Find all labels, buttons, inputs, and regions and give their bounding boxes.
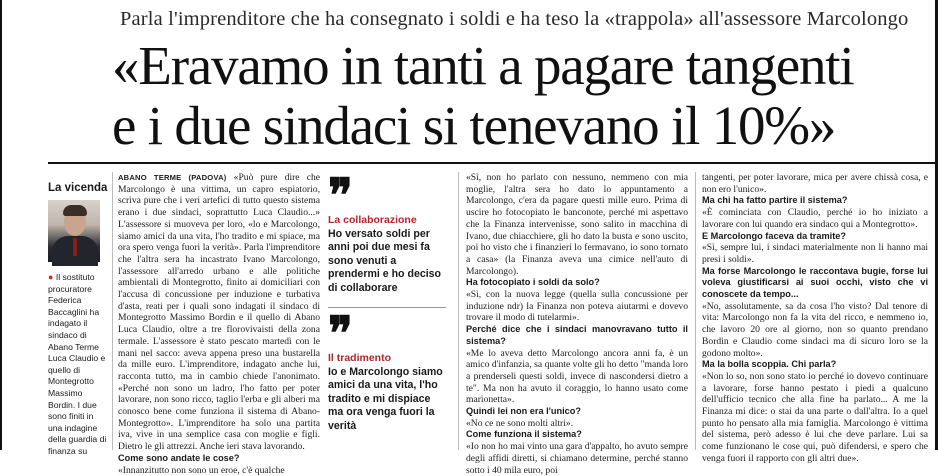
pull-quotes bbox=[328, 172, 446, 450]
headline bbox=[112, 36, 932, 156]
sidebar-title: La vicenda bbox=[48, 182, 108, 194]
column-separator bbox=[112, 172, 113, 450]
pull-quote-title: Il tradimento bbox=[328, 352, 392, 365]
article-column-3 bbox=[466, 172, 688, 476]
pull-quote-title: La collaborazione bbox=[328, 214, 417, 226]
quote-mark-icon: ❞ bbox=[328, 170, 353, 221]
sidebar-text bbox=[48, 272, 108, 458]
question: Ma la bolla scoppia. Chi parla? bbox=[702, 359, 837, 370]
headline-line-1: «Eravamo in tanti a pagare tangenti bbox=[112, 35, 854, 96]
article-column-1 bbox=[118, 172, 321, 476]
quote-mark-icon: ❞ bbox=[328, 308, 353, 360]
left-border bbox=[0, 0, 2, 450]
pull-quote-text: Io e Marcolongo siamo amici da una vita, l'ho tradito e mi dispiace ma ora venga fuori la verità bbox=[328, 366, 443, 432]
question: Ha fotocopiato i soldi da solo? bbox=[466, 277, 600, 288]
question: Ma chi ha fatto partire il sistema? bbox=[702, 195, 848, 206]
pull-quote-text: Ho versato soldi per anni poi due mesi fa sono venuti a prendermi e ho deciso di collaborare bbox=[328, 228, 442, 294]
bullet-icon: ● bbox=[48, 272, 54, 282]
question: Come sono andate le cose? bbox=[118, 452, 240, 463]
headline-line-2: e i due sindaci si tenevano il 10%» bbox=[112, 95, 836, 156]
paragraph: «Io non ho mai vinto una gara d'appalto, ho avuto sempre degli affidi diretti, si chiamano determine, perché stanno sotto i 40 mila euro, poi bbox=[466, 441, 688, 476]
paragraph: «Sì, con la nuova legge (quella sulla concussione per induzione ndr) la Finanza non poteva aiutarmi e dovevo trovare il modo di tutelarmi». bbox=[466, 289, 688, 324]
paragraph: «Non lo so, non sono stato io perché io dovevo continuare a lavorare, forse hanno pestato i piedi a qualcuno dell'ufficio tecnico che alla fine ha parlato... A me la Finanza mi dice: o stai da una parte o dall'altra. Io a quel punto ho pensato alla mia famiglia. Marcolongo è vittima del sistema, però adesso è lui che deve parlare. Lui sa come funzionano le cose qui, può difendersi, e spero che venga fuori il rapporto con gli altri due». bbox=[702, 370, 928, 464]
paragraph: tangenti, per poter lavorare, mica per avere chissà cosa, e non ero l'unico». bbox=[702, 172, 928, 195]
paragraph: «No, assolutamente, sa da cosa l'ho visto? Dal tenore di vita: Marcolongo non fa la vita del ricco, e nemmeno io, che lavoro 20 ore al giorno, non so quanto prendano Bordin e Claudio come sindaci ma di sicuro loro se la godono molto». bbox=[702, 300, 928, 359]
column-separator bbox=[695, 172, 696, 450]
question: Come funziona il sistema? bbox=[466, 429, 582, 440]
paragraph bbox=[118, 172, 320, 453]
paragraph: «Sì, non ho parlato con nessuno, nemmeno con mia moglie, l'altra sera ho dato lo appuntamento a Marcolongo, c'era da pagare questi mille euro. Prima di uscire ho fotocopiato le banconote, perché mi aspettavo che la Finanza intervenisse, sono salito in macchina di Ivano, due chiacchiere, gli ho dato la busta e sono uscito, poi ho visto che i finanzieri lo fermavano, io sono tornato a casa» (la Finanza aveva una cimice nell'auto di Marcolongo). bbox=[466, 172, 688, 277]
dateline: ABANO TERME (PADOVA) bbox=[118, 173, 227, 182]
person-portrait-icon bbox=[48, 200, 100, 262]
paragraph-text: «Può pure dire che Marcolongo è una vittima, un capro espiatorio, scriva pure che i veri artefici di tutto questo sistema erano i due sindaci, soprattutto Luca Claudio...» L'assessore si muoveva per loro, «lo e Marcolongo, siamo amici da una vita, l'ho tradito e mi spiace, ma ora spero venga fuori la verità». Parla l'imprenditore che l'altra sera ha incastrato Ivano Marcolongo, l'assessore all'arredo urbano e alle politiche ambientali di Montegrotto, finito ai domiciliari con l'accusa di concussione per induzione e turbativa d'asta, reati per i quali sono indagati il sindaco di Montegrotto Massimo Bordin e il quello di Abano Luca Claudio, oltre a tre florovivaisti della zona termale. L'assessore è stato pescato martedì con le mani nel sacco: aveva appena preso una bustarella da mille euro. L'imprenditore, indagato anche lui, racconta tutto, ma in cambio chiede l'anonimato. «Perché non sono un ladro, l'ho fatto per poter lavorare, non sono ricco, taglio l'erba e gli alberi ma conosco bene come funziona il sistema di Abano-Montegrotto». L'imprenditore ha solo una partita iva, vive in una semplice casa con moglie e figli. Dietro le gli attrezzi. Anche ieri stava lavorando. bbox=[118, 172, 321, 453]
paragraph: «Sì, sempre lui, i sindaci materialmente non li hanno mai presi i soldi». bbox=[702, 242, 928, 265]
column-separator bbox=[458, 172, 459, 450]
question: Perché dice che i sindaci manovravano tutto il sistema? bbox=[466, 324, 688, 346]
paragraph: «Me lo aveva detto Marcolongo ancora anni fa, è un amico d'infanzia, sa quante volte gli ho detto "manda loro a prenderseli questi soldi, invece di nascondersi dietro a te". Ma non ha avuto il coraggio, lo hanno usato come marionetta». bbox=[466, 347, 688, 406]
header-rule bbox=[48, 162, 938, 164]
sidebar bbox=[48, 172, 108, 456]
paragraph: «È cominciata con Claudio, perché io ho iniziato a lavorare con lui quando era sindaco qui a Montegrotto». bbox=[702, 207, 928, 230]
question: Quindi lei non era l'unico? bbox=[466, 406, 581, 417]
article-column-4 bbox=[702, 172, 928, 464]
paragraph: «Innanzitutto non sono un eroe, c'è qualche bbox=[118, 464, 285, 476]
sidebar-body: Il sostituto procuratore Federica Baccaglini ha indagato il sindaco di Abano Terme Luca Claudio e quello di Montegrotto Massimo Bordin. I due sono finiti in una indagine della guardia di finanza su bbox=[48, 272, 107, 456]
kicker: Parla l'imprenditore che ha consegnato i soldi e ha teso la «trappola» all'assessore Marcolongo bbox=[120, 8, 909, 30]
question: E Marcolongo faceva da tramite? bbox=[702, 230, 846, 241]
question: Ma forse Marcolongo le raccontava bugie, forse lui voleva giustificarsi ai suoi occhi, visto che vi conoscete da tempo... bbox=[702, 265, 928, 300]
paragraph: «No ce ne sono molti altri». bbox=[466, 417, 574, 429]
